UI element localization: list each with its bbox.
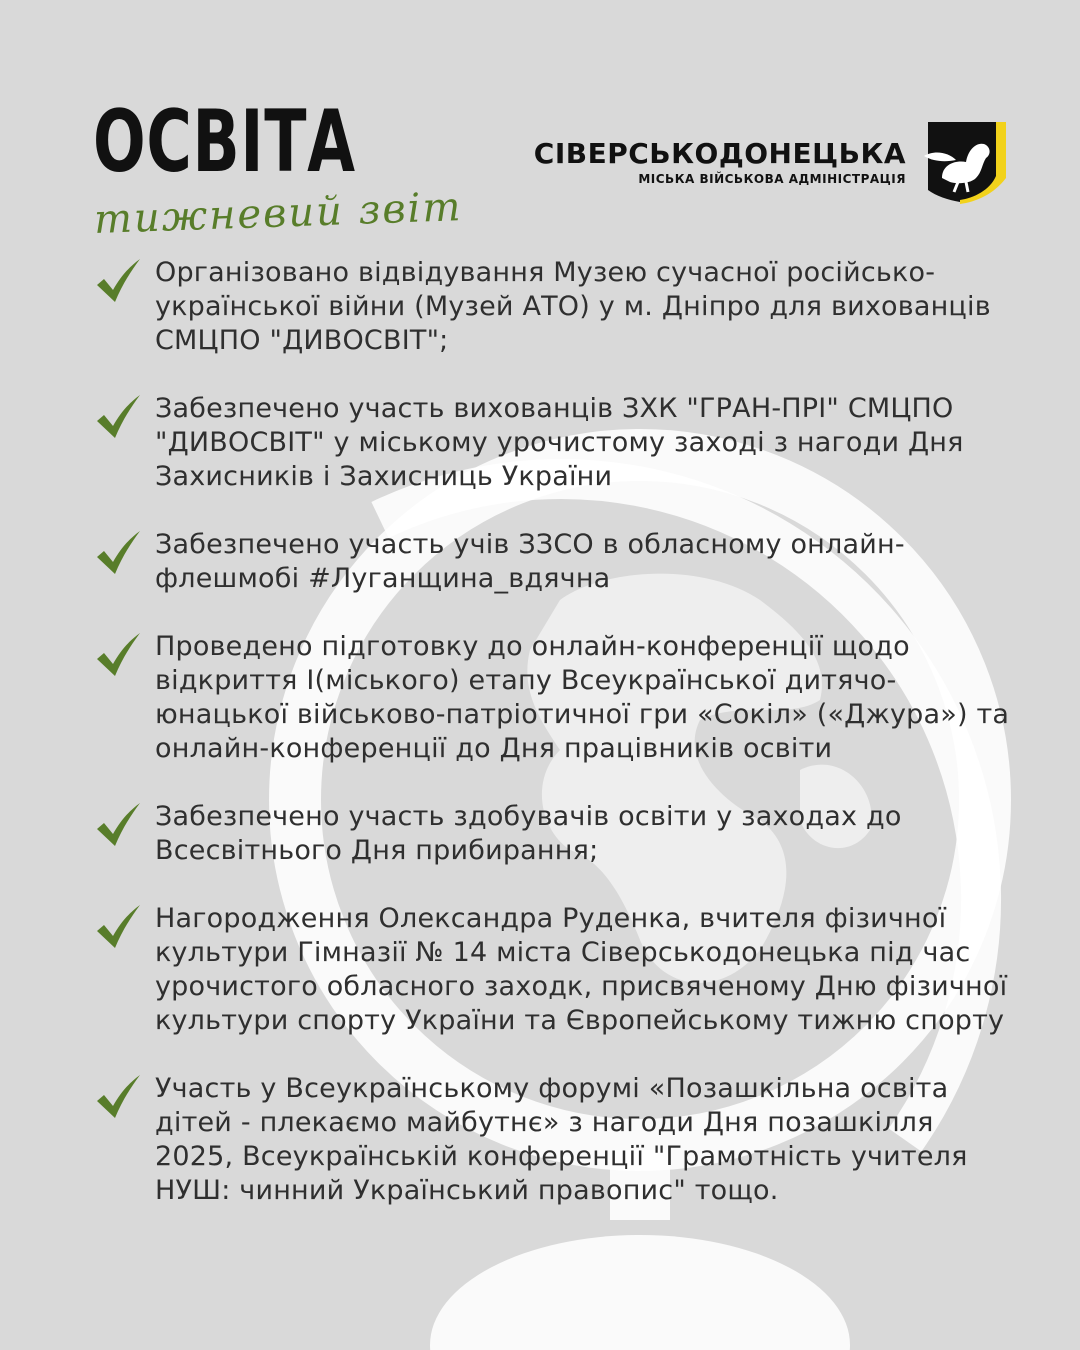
list-item bbox=[90, 528, 1020, 596]
check-icon bbox=[90, 1074, 146, 1122]
brand-subtitle: МІСЬКА ВІЙСЬКОВА АДМІНІСТРАЦІЯ bbox=[638, 172, 906, 186]
check-icon bbox=[90, 802, 146, 850]
check-icon bbox=[90, 632, 146, 680]
item-text: Забезпечено участь здобувачів освіти у заходах до Всесвітнього Дня прибирання; bbox=[155, 801, 902, 866]
item-text: Участь у Всеукраїнському форумі «Позашкільна освіта дітей - плекаємо майбутнє» з нагоди Дня позашкілля 2025, Всеукраїнській конференції "Грамотність учителя НУШ: чинний Український правопис" тощо. bbox=[155, 1073, 968, 1206]
check-icon bbox=[90, 394, 146, 442]
list-item bbox=[90, 1072, 1020, 1208]
check-icon bbox=[90, 258, 146, 306]
brand-name: СІВЕРСЬКОДОНЕЦЬКА bbox=[533, 137, 906, 170]
list-item bbox=[90, 392, 1020, 494]
item-text: Забезпечено участь учів ЗЗСО в обласному онлайн-флешмобі #Луганщина_вдячна bbox=[155, 529, 905, 594]
check-icon bbox=[90, 530, 146, 578]
brand-text bbox=[534, 137, 906, 187]
page-title: ОСВІТА bbox=[93, 92, 356, 192]
report-list bbox=[90, 256, 1020, 1242]
list-item bbox=[90, 902, 1020, 1038]
item-text: Забезпечено участь вихованців ЗХК "ГРАН-ПРІ" СМЦПО "ДИВОСВІТ" у міському урочистому заході з нагоди Дня Захисників і Захисниць України bbox=[155, 393, 964, 492]
item-text: Організовано відвідування Музею сучасної російсько-української війни (Музей АТО) у м. Дніпро для вихованців СМЦПО "ДИВОСВІТ"; bbox=[155, 257, 991, 356]
list-item bbox=[90, 800, 1020, 868]
page-subtitle: тижневий звіт bbox=[93, 184, 464, 243]
item-text: Проведено підготовку до онлайн-конференції щодо відкриття І(міського) етапу Всеукраїнської дитячо-юнацької військово-патріотичної гри «Сокіл» («Джура») та онлайн-конференції до Дня працівників освіти bbox=[155, 631, 1010, 764]
falcon-shield-icon bbox=[920, 120, 1010, 204]
list-item bbox=[90, 630, 1020, 766]
item-text: Нагородження Олександра Руденка, вчителя фізичної культури Гімназії № 14 міста Сіверськодонецька під час урочистого обласного заходк, присвяченому Дню фізичної культури спорту України та Європейському тижню спорту bbox=[155, 903, 1008, 1036]
list-item bbox=[90, 256, 1020, 358]
check-icon bbox=[90, 904, 146, 952]
brand-logo bbox=[534, 120, 1010, 204]
